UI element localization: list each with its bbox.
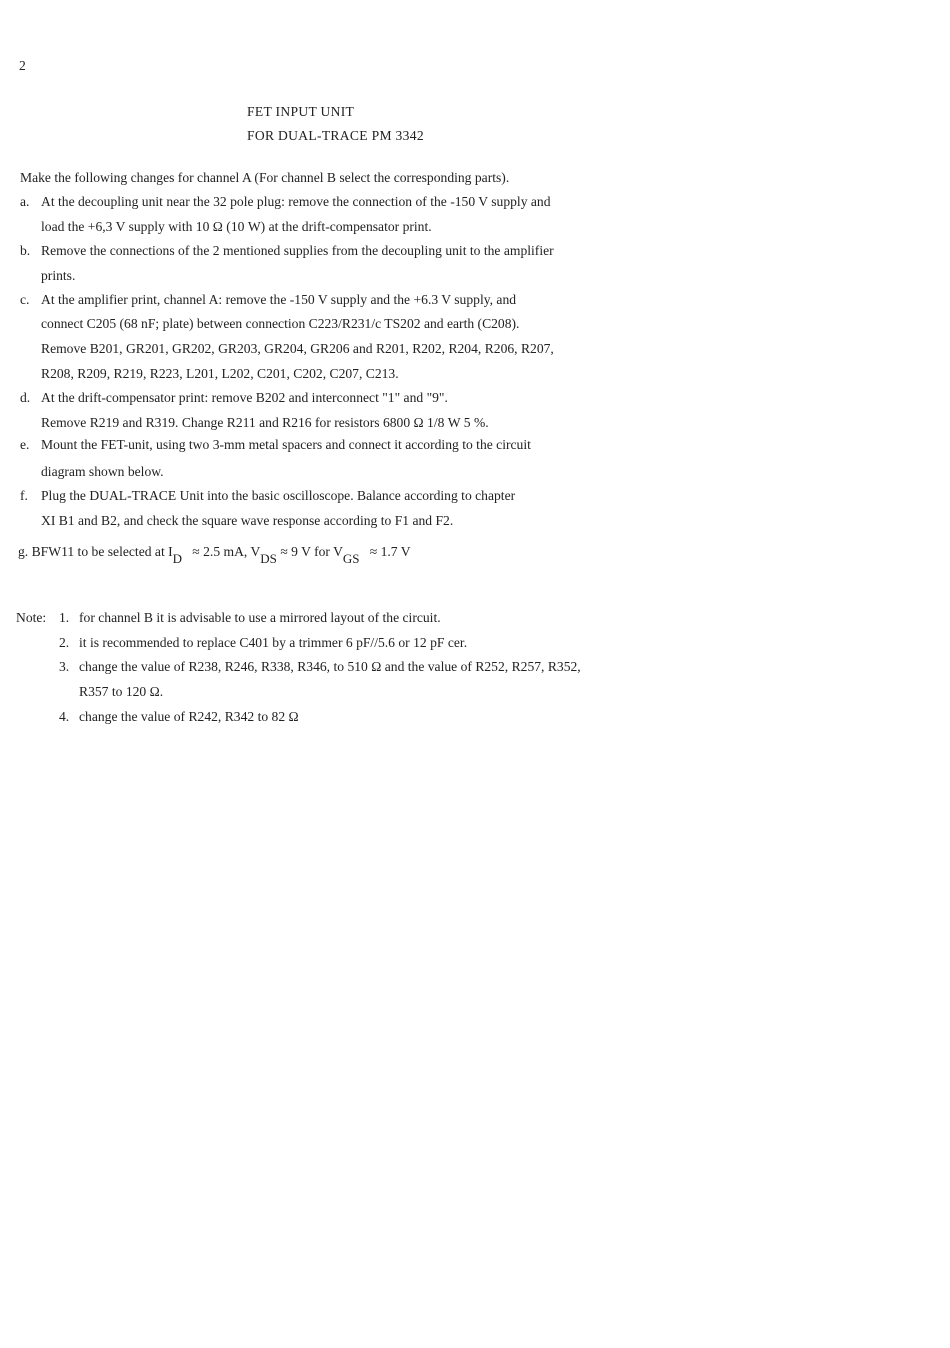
intro-text: Make the following changes for channel A (For channel B select the corresponding parts). xyxy=(20,170,510,185)
page-number: 2 xyxy=(19,58,26,73)
item-label-f: f. xyxy=(20,488,28,503)
item-label-c: c. xyxy=(20,292,30,307)
item-c-line: Remove B201, GR201, GR202, GR203, GR204, GR206 and R201, R202, R204, R206, R207, xyxy=(41,341,554,356)
item-g-text: ≈ 1.7 V xyxy=(369,544,411,559)
item-g-text: BFW11 to be selected at I xyxy=(31,544,173,559)
note-label: Note: xyxy=(16,610,47,625)
item-label-a: a. xyxy=(20,194,30,209)
item-b-line: Remove the connections of the 2 mentioned supplies from the decoupling unit to the amplifier xyxy=(41,243,554,258)
note-line: it is recommended to replace C401 by a trimmer 6 pF//5.6 or 12 pF cer. xyxy=(79,635,468,650)
note-number: 3. xyxy=(59,659,70,674)
item-d-line: Remove R219 and R319. Change R211 and R216 for resistors 6800 Ω 1/8 W 5 %. xyxy=(41,415,489,430)
item-c-line: connect C205 (68 nF; plate) between connection C223/R231/c TS202 and earth (C208). xyxy=(41,316,520,331)
item-c-line: At the amplifier print, channel A: remove the -150 V supply and the +6.3 V supply, and xyxy=(41,292,517,307)
item-label-e: e. xyxy=(20,437,30,452)
item-g-text: ≈ 9 V for V xyxy=(280,544,343,559)
item-label-b: b. xyxy=(20,243,31,258)
title-line-2: FOR DUAL-TRACE PM 3342 xyxy=(247,128,424,143)
item-g-line xyxy=(18,544,411,566)
subscript-d: D xyxy=(172,551,183,566)
item-c-line: R208, R209, R219, R223, L201, L202, C201, C202, C207, C213. xyxy=(41,366,399,381)
subscript-ds: DS xyxy=(260,551,277,566)
note-line: change the value of R242, R342 to 82 Ω xyxy=(79,709,299,724)
item-a-line: load the +6,3 V supply with 10 Ω (10 W) at the drift-compensator print. xyxy=(41,219,432,234)
item-d-line: At the drift-compensator print: remove B202 and interconnect "1" and "9". xyxy=(41,390,448,405)
item-label-g: g. xyxy=(18,544,29,559)
note-line: change the value of R238, R246, R338, R346, to 510 Ω and the value of R252, R257, R352, xyxy=(79,659,581,674)
note-line: for channel B it is advisable to use a mirrored layout of the circuit. xyxy=(79,610,441,625)
subscript-gs: GS xyxy=(342,551,360,566)
title-line-1: FET INPUT UNIT xyxy=(247,104,355,119)
note-number: 1. xyxy=(59,610,70,625)
item-b-line: prints. xyxy=(41,268,76,283)
item-e-line: diagram shown below. xyxy=(41,464,164,479)
item-g-text: ≈ 2.5 mA, V xyxy=(192,544,261,559)
item-f-line: XI B1 and B2, and check the square wave response according to F1 and F2. xyxy=(41,513,454,528)
item-a-line: At the decoupling unit near the 32 pole plug: remove the connection of the -150 V supply and xyxy=(41,194,551,209)
note-number: 2. xyxy=(59,635,70,650)
item-f-line: Plug the DUAL-TRACE Unit into the basic oscilloscope. Balance according to chapter xyxy=(41,488,516,503)
note-line: R357 to 120 Ω. xyxy=(79,684,164,699)
item-label-d: d. xyxy=(20,390,31,405)
note-number: 4. xyxy=(59,709,70,724)
item-e-line: Mount the FET-unit, using two 3-mm metal spacers and connect it according to the circuit xyxy=(41,437,531,452)
